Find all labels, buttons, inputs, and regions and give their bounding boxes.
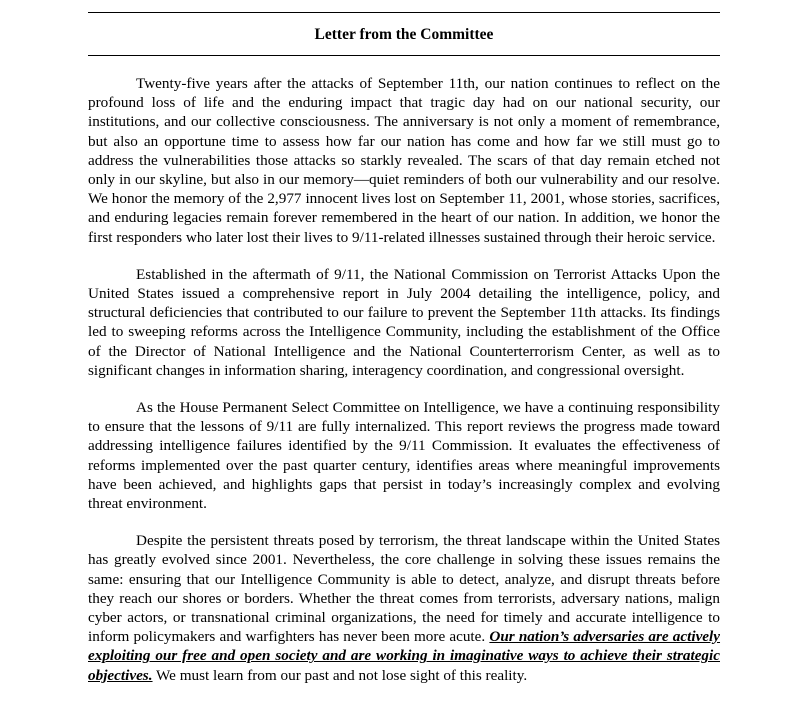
paragraph-committee-responsibility: As the House Permanent Select Committee on Intelligence, we have a continuing responsibility to ensure that the lessons of 9/11 are fully internalized. This report reviews the progress made toward addressing intelligence failures identified by the 9/11 Commission. It evaluates the effectiveness of reforms implemented over the past quarter century, identifies areas where meaningful improvements have been achieved, and highlights gaps that persist in today’s increasingly complex and evolving threat environment. bbox=[88, 399, 720, 513]
paragraph-threat-landscape bbox=[88, 531, 720, 685]
paragraph-text-after: We must learn from our past and not lose sight of this reality. bbox=[152, 666, 528, 684]
paragraph-text-before: Despite the persistent threats posed by terrorism, the threat landscape within the United States has greatly evolved since 2001. Nevertheless, the core challenge in solving these issues remains the same: ensuring that our Intelligence Community is able to detect, analyze, and disrupt threats before they reach our shores or borders. Whether the threat comes from terrorists, adversary nations, malign cyber actors, or transnational criminal organizations, the need for timely and accurate intelligence to inform policymakers and warfighters has never been more acute. bbox=[88, 532, 720, 646]
paragraph-anniversary: Twenty-five years after the attacks of September 11th, our nation continues to reflect on the profound loss of life and the enduring impact that tragic day had on our national security, our institutions, and our collective consciousness. The anniversary is not only a moment of remembrance, but also an opportune time to assess how far our nation has come and how far we still must go to address the vulnerabilities those attacks so starkly revealed. The scars of that day remain etched not only in our skyline, but also in our memory—quiet reminders of both our vulnerability and our resolve. We honor the memory of the 2,977 innocent lives lost on September 11, 2001, whose stories, sacrifices, and enduring legacies remain forever remembered in the heart of our nation. In addition, we honor the first responders who later lost their lives to 9/11-related illnesses sustained through their heroic service. bbox=[88, 75, 720, 246]
letter-title: Letter from the Committee bbox=[314, 26, 494, 43]
letter-page bbox=[88, 12, 720, 685]
title-rule bbox=[88, 55, 720, 56]
paragraph-commission: Established in the aftermath of 9/11, the National Commission on Terrorist Attacks Upon the United States issued a comprehensive report in July 2004 detailing the intelligence, policy, and structural deficiencies that contributed to our failure to prevent the September 11th attacks. Its findings led to sweeping reforms across the Intelligence Community, including the establishment of the Office of the Director of National Intelligence and the National Counterterrorism Center, as well as to significant changes in information sharing, interagency coordination, and congressional oversight. bbox=[88, 265, 720, 379]
emphasized-statement: Our nation’s adversaries are actively exploiting our free and open society and are working in imaginative ways to achieve their strategic objectives. bbox=[88, 628, 721, 684]
